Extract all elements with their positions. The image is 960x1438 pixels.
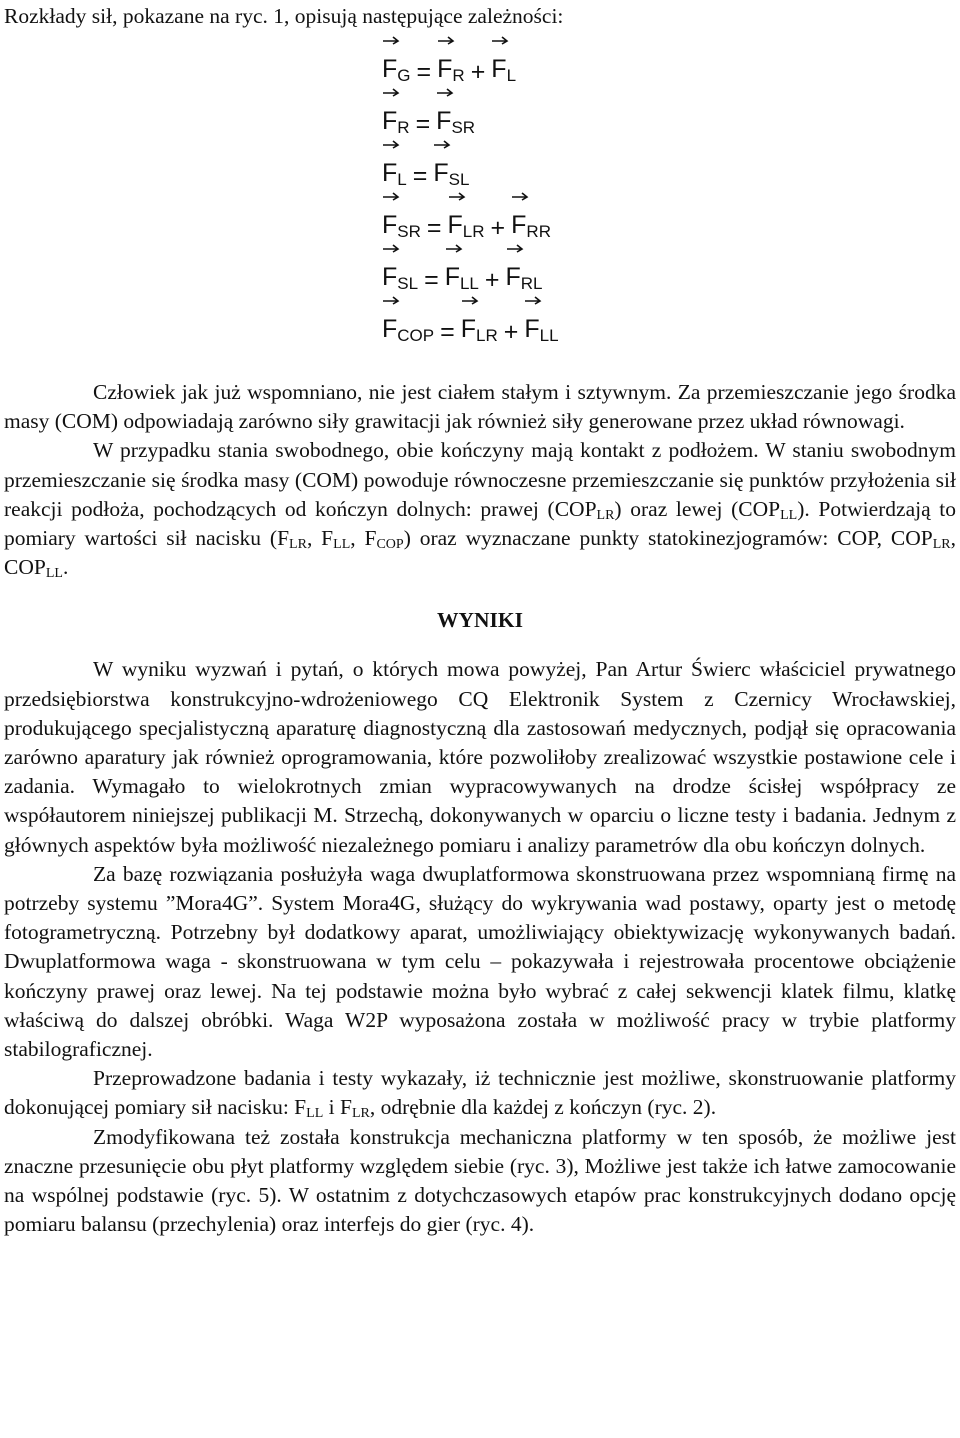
body-text	[4, 378, 956, 1239]
plus-sign: +	[490, 214, 506, 242]
vector-arrow-icon	[382, 35, 400, 45]
paragraph-results: W wyniku wyzwań i pytań, o których mowa powyżej, Pan Artur Świerc właściciel prywatnego przedsiębiorstwa konstrukcyjno-wdrożeniowego CQ Elektronik System z Czernicy Wrocławskiej, produkującego specjalistyczną aparaturę diagnostyczną dla zastosowań medycznych, podjął się opracowania zarówno aparatury jak również oprogramowania, które pozwoliłoby zrealizować wszystkie postawione cele i zadania. Wymagało to wielokrotnych zmian wypracowywanych na drodze ścisłej współpracy ze współautorem niniejszej publikacji M. Strzechą, dokonywanych w oparciu o liczne testy i badania. Jednym z głównych aspektów była możliwość niezależnego pomiaru i analizy parametrów dla obu kończyn dolnych.	[4, 657, 956, 857]
equation-term: FSL	[433, 137, 469, 202]
equation-row	[382, 150, 742, 202]
intro-text: Rozkłady sił, pokazane na ryc. 1, opisują następujące zależności:	[4, 4, 564, 28]
equation-lhs: FL	[382, 137, 407, 202]
vector-arrow-icon	[511, 191, 529, 201]
vector-arrow-icon	[461, 295, 479, 305]
vector-arrow-icon	[445, 243, 463, 253]
vector-arrow-icon	[382, 139, 400, 149]
equation-row	[382, 254, 742, 306]
equals-sign: =	[440, 318, 455, 346]
vector-arrow-icon	[524, 295, 542, 305]
equals-sign: =	[415, 110, 431, 138]
equation-row	[382, 202, 742, 254]
plus-sign: +	[470, 58, 486, 86]
equation-term: FLL	[445, 241, 479, 306]
vector-arrow-icon	[506, 243, 524, 253]
equation-term: FR	[437, 33, 465, 98]
vector-arrow-icon	[436, 87, 454, 97]
equation-term: FL	[491, 33, 516, 98]
paragraph-com: Człowiek jak już wspomniano, nie jest ciałem stałym i sztywnym. Za przemieszczanie jego środka masy (COM) odpowiadają zarówno siły grawitacji jak również siły generowane przez układ równowagi.	[4, 380, 956, 434]
vector-arrow-icon	[382, 243, 400, 253]
vector-arrow-icon	[382, 191, 400, 201]
paragraph-platform: Za bazę rozwiązania posłużyła waga dwuplatformowa skonstruowana przez wspomnianą firmę na potrzeby systemu ”Mora4G”. System Mora4G, służący do wykrywania wad postawy, oparty jest o metodę fotogrametryczną. Potrzebny był dodatkowy aparat, umożliwiający obiektywizację wykonywanych badań. Dwuplatformowa waga - skonstruowana w tym celu – pokazywała i rejestrowała procentowe obciążenie kończyny prawej oraz lewej. Na tej podstawie można było wybrać z całej sekwencji klatek filmu, klatkę właściwą do dalszej obróbki. Waga W2P wyposażona została w możliwość pracy w trybie platformy stabilograficznej.	[4, 861, 956, 1062]
equation-lhs: FG	[382, 33, 411, 98]
equation-term: FSR	[436, 85, 475, 150]
equation-row	[382, 306, 742, 358]
paragraph-standing: W przypadku stania swobodnego, obie kończyny mają kontakt z podłożem. W staniu swobodnym przemieszczanie się środka masy (COM) powoduje równoczesne przemieszczanie się punktów przyłożenia sił reakcji podłoża, pochodzących od kończyn dolnych: prawej $(COP_{LR})$ oraz lewej $(COP_{LL})$. Potwierdzają to pomiary wartości sił nacisku ($F_{LR}$, $F_{LL}$, $F_{COP}$) oraz wyznaczane punkty statokinezjogramów: COP, $COP_{LR}$, $COP_{LL}$.	[4, 438, 957, 582]
section-heading: WYNIKI	[436, 608, 523, 633]
equation-term: FLR	[448, 189, 485, 254]
vector-arrow-icon	[491, 35, 509, 45]
equals-sign: =	[424, 266, 439, 294]
equation-lhs: FCOP	[382, 293, 434, 358]
equals-sign: =	[412, 162, 428, 190]
equation-lhs: FSR	[382, 189, 421, 254]
force-equations	[382, 46, 742, 358]
equation-lhs: FR	[382, 85, 410, 150]
equals-sign: =	[416, 58, 432, 86]
equals-sign: =	[426, 214, 442, 242]
equation-term: FLL	[524, 293, 558, 358]
vector-arrow-icon	[382, 295, 400, 305]
vector-arrow-icon	[448, 191, 466, 201]
plus-sign: +	[484, 266, 500, 294]
equation-lhs: FSL	[382, 241, 418, 306]
vector-arrow-icon	[437, 35, 455, 45]
equation-term: FRL	[506, 241, 543, 306]
equation-term: FRR	[511, 189, 551, 254]
equation-term: FLR	[461, 293, 498, 358]
vector-arrow-icon	[433, 139, 451, 149]
paragraph-construction: Zmodyfikowana też została konstrukcja mechaniczna platformy w ten sposób, że możliwe jest znaczne przesunięcie obu płyt platformy względem siebie (ryc. 3), Możliwe jest także ich łatwe zamocowanie na wspólnej podstawie (ryc. 5). W ostatnim z dotychczasowych etapów prac konstrukcyjnych dodano opcję pomiaru balansu (przechylenia) oraz interfejs do gier (ryc. 4).	[4, 1124, 956, 1237]
plus-sign: +	[503, 318, 519, 346]
paragraph-tests: Przeprowadzone badania i testy wykazały, iż technicznie jest możliwe, skonstruowanie platformy dokonującej pomiary sił nacisku: $F_{LL}$ i $F_{LR}$, odrębnie dla każdej z kończyn (ryc. 2).	[4, 1066, 956, 1122]
vector-arrow-icon	[382, 87, 400, 97]
